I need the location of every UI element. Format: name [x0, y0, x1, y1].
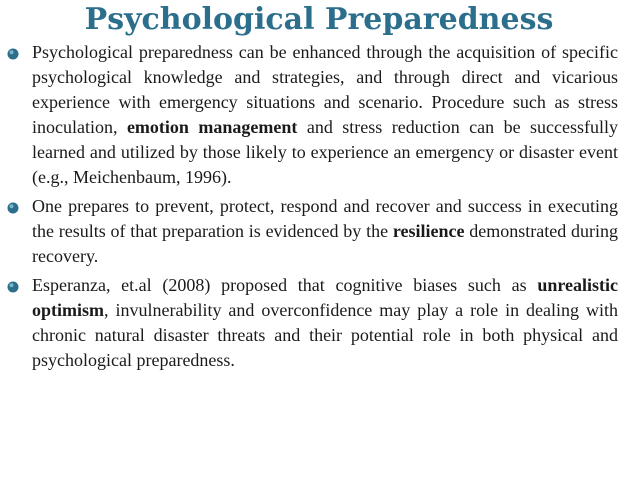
bullet-item: [6, 194, 618, 269]
bullet-text: [32, 40, 618, 190]
bullet-text-segment: demonstrated during recovery.: [32, 221, 618, 266]
bullet-text-emphasis: unrealistic optimism: [32, 275, 618, 320]
bullet-text-segment: Esperanza, et.al (2008) proposed that cognitive biases such as: [32, 275, 538, 295]
circle-bullet-icon: [6, 47, 20, 61]
bullet-list: [6, 40, 618, 377]
bullet-text-emphasis: emotion management: [126, 117, 298, 137]
bullet-item: [6, 273, 618, 373]
slide-title: Psychological Preparedness: [84, 2, 554, 37]
circle-bullet-icon: [6, 201, 20, 215]
bullet-text-emphasis: resilience: [392, 221, 465, 241]
bullet-item: [6, 40, 618, 190]
bullet-text: [32, 194, 618, 269]
bullet-text-segment: One prepares to prevent, protect, respond and recover and success in executing the results of that preparation is evidenced by the: [32, 196, 618, 241]
bullet-text-segment: Psychological preparedness can be enhanced through the acquisition of specific psychological knowledge and strategies, and through direct and vicarious experience with emergency situations and scenario. Procedure such as stress inoculation,: [32, 42, 618, 137]
bullet-text-segment: , invulnerability and overconfidence may play a role in dealing with chronic natural disaster threats and their potential role in both physical and psychological preparedness.: [32, 300, 618, 370]
bullet-text-segment: and stress reduction can be successfully learned and utilized by those likely to experience an emergency or disaster event (e.g., Meichenbaum, 1996).: [32, 117, 618, 187]
bullet-text: [32, 273, 618, 373]
circle-bullet-icon: [6, 280, 20, 294]
